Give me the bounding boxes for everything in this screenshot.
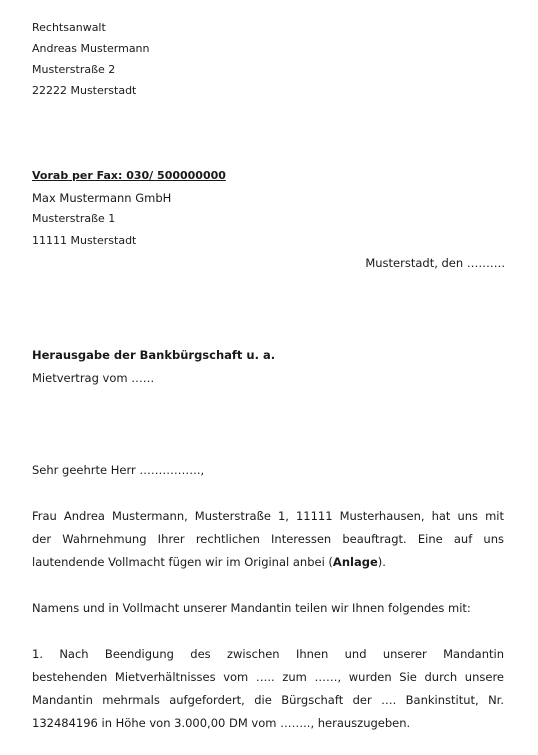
recipient-street: Musterstraße 1 — [32, 212, 116, 225]
paragraph-3-line-1: 1. Nach Beendigung des zwischen Ihnen und unserer Mandantin — [32, 647, 504, 661]
paragraph-1-line-1: Frau Andrea Mustermann, Musterstraße 1, 11111 Musterhausen, hat uns mit — [32, 509, 504, 523]
paragraph-3-line-2: bestehenden Mietverhältnisses vom ….. zum ……, wurden Sie durch unsere — [32, 670, 504, 684]
attachment-label: Anlage — [332, 555, 378, 569]
paragraph-1-line-3 — [32, 555, 386, 569]
paragraph-1-line-2: der Wahrnehmung Ihrer rechtlichen Interessen beauftragt. Eine auf uns — [32, 532, 504, 546]
paragraph-1-line-3-text: lautendende Vollmacht fügen wir im Original anbei ( — [32, 555, 333, 569]
sender-name: Andreas Mustermann — [32, 42, 150, 55]
salutation: Sehr geehrte Herr ……………., — [32, 463, 205, 477]
recipient-company: Max Mustermann GmbH — [32, 191, 172, 205]
sender-profession: Rechtsanwalt — [32, 21, 106, 34]
paragraph-3-line-3: Mandantin mehrmals aufgefordert, die Bürgschaft der …. Bankinstitut, Nr. — [32, 693, 504, 707]
paragraph-1-line-3-end: ). — [377, 555, 386, 569]
sender-city: 22222 Musterstadt — [32, 84, 137, 97]
subject-reference: Mietvertrag vom …… — [32, 371, 155, 385]
paragraph-2: Namens und in Vollmacht unserer Mandantin teilen wir Ihnen folgendes mit: — [32, 601, 471, 615]
subject-title: Herausgabe der Bankbürgschaft u. a. — [32, 348, 276, 362]
paragraph-3-line-4: 132484196 in Höhe von 3.000,00 DM vom …….., herauszugeben. — [32, 716, 411, 730]
sender-street: Musterstraße 2 — [32, 63, 116, 76]
place-date: Musterstadt, den ………. — [365, 256, 505, 270]
recipient-city: 11111 Musterstadt — [32, 234, 137, 247]
fax-note: Vorab per Fax: 030/ 500000000 — [32, 169, 226, 182]
